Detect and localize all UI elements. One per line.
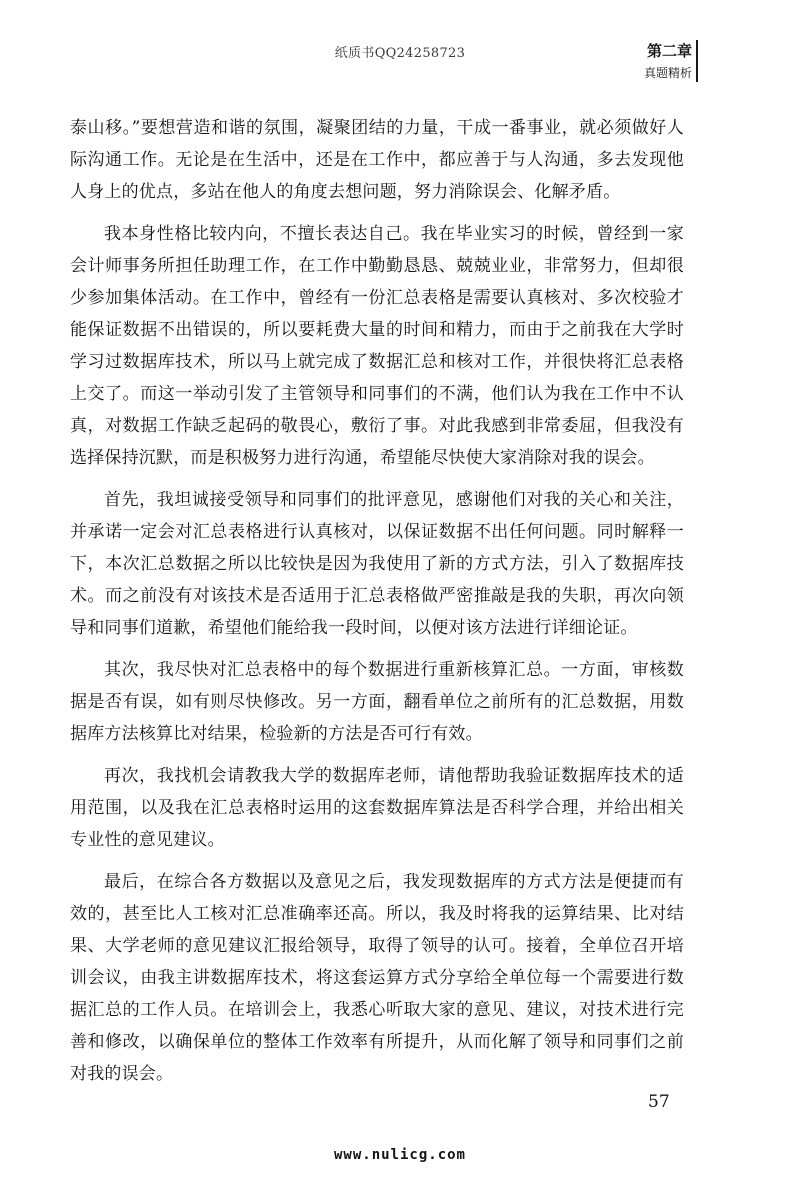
paragraph: 首先，我坦诚接受领导和同事们的批评意见，感谢他们对我的关心和关注，并承诺一定会对汇总表格进行认真核对，以保证数据不出任何问题。同时解释一下，本次汇总数据之所以比较快是因为我使用了新的方式方法，引入了数据库技术。而之前没有对该技术是否适用于汇总表格做严密推敲是我的失职，再次向领导和同事们道歉，希望他们能给我一段时间，以便对该方法进行详细论证。 bbox=[70, 490, 684, 638]
chapter-subtitle: 真题精析 bbox=[643, 66, 692, 80]
chapter-header bbox=[644, 41, 692, 82]
paragraph: 其次，我尽快对汇总表格中的每个数据进行重新核算汇总。一方面，审核数据是否有误，如有则尽快修改。另一方面，翻看单位之前所有的汇总数据，用数据库方法核算比对结果，检验新的方法是否可行有效。 bbox=[70, 660, 684, 744]
paragraph: 再次，我找机会请教我大学的数据库老师，请他帮助我验证数据库技术的适用范围，以及我在汇总表格时运用的这套数据库算法是否科学合理，并给出相关专业性的意见建议。 bbox=[70, 766, 684, 850]
paragraph: 我本身性格比较内向，不擅长表达自己。我在毕业实习的时候，曾经到一家会计师事务所担任助理工作，在工作中勤勤恳恳、兢兢业业，非常努力，但却很少参加集体活动。在工作中，曾经有一份汇总表格是需要认真核对、多次校验才能保证数据不出错误的，所以要耗费大量的时间和精力，而由于之前我在大学时学习过数据库技术，所以马上就完成了数据汇总和核对工作，并很快将汇总表格上交了。而这一举动引发了主管领导和同事们的不满，他们认为我在工作中不认真，对数据工作缺乏起码的敬畏心，敷衍了事。对此我感到非常委屈，但我没有选择保持沉默，而是积极努力进行沟通，希望能尽快使大家消除对我的误会。 bbox=[70, 224, 684, 468]
watermark-text: 纸质书QQ24258723 bbox=[334, 46, 466, 61]
paragraph: 泰山移。”要想营造和谐的氛围，凝聚团结的力量，干成一番事业，就必须做好人际沟通工作。无论是在生活中，还是在工作中，都应善于与人沟通，多去发现他人身上的优点，多站在他人的角度去想问题，努力消除误会、化解矛盾。 bbox=[70, 118, 684, 202]
page-number: 57 bbox=[648, 1092, 670, 1112]
paragraph: 最后，在综合各方数据以及意见之后，我发现数据库的方式方法是便捷而有效的，甚至比人工核对汇总准确率还高。所以，我及时将我的运算结果、比对结果、大学老师的意见建议汇报给领导，取得了领导的认可。接着，全单位召开培训会议，由我主讲数据库技术，将这套运算方式分享给全单位每一个需要进行数据汇总的工作人员。在培训会上，我悉心听取大家的意见、建议，对技术进行完善和修改，以确保单位的整体工作效率有所提升，从而化解了领导和同事们之前对我的误会。 bbox=[70, 872, 684, 1084]
header-divider bbox=[696, 40, 698, 82]
footer-url: www.nulicg.com bbox=[333, 1147, 466, 1163]
chapter-title: 第二章 bbox=[646, 42, 692, 60]
body-text bbox=[70, 112, 684, 1100]
